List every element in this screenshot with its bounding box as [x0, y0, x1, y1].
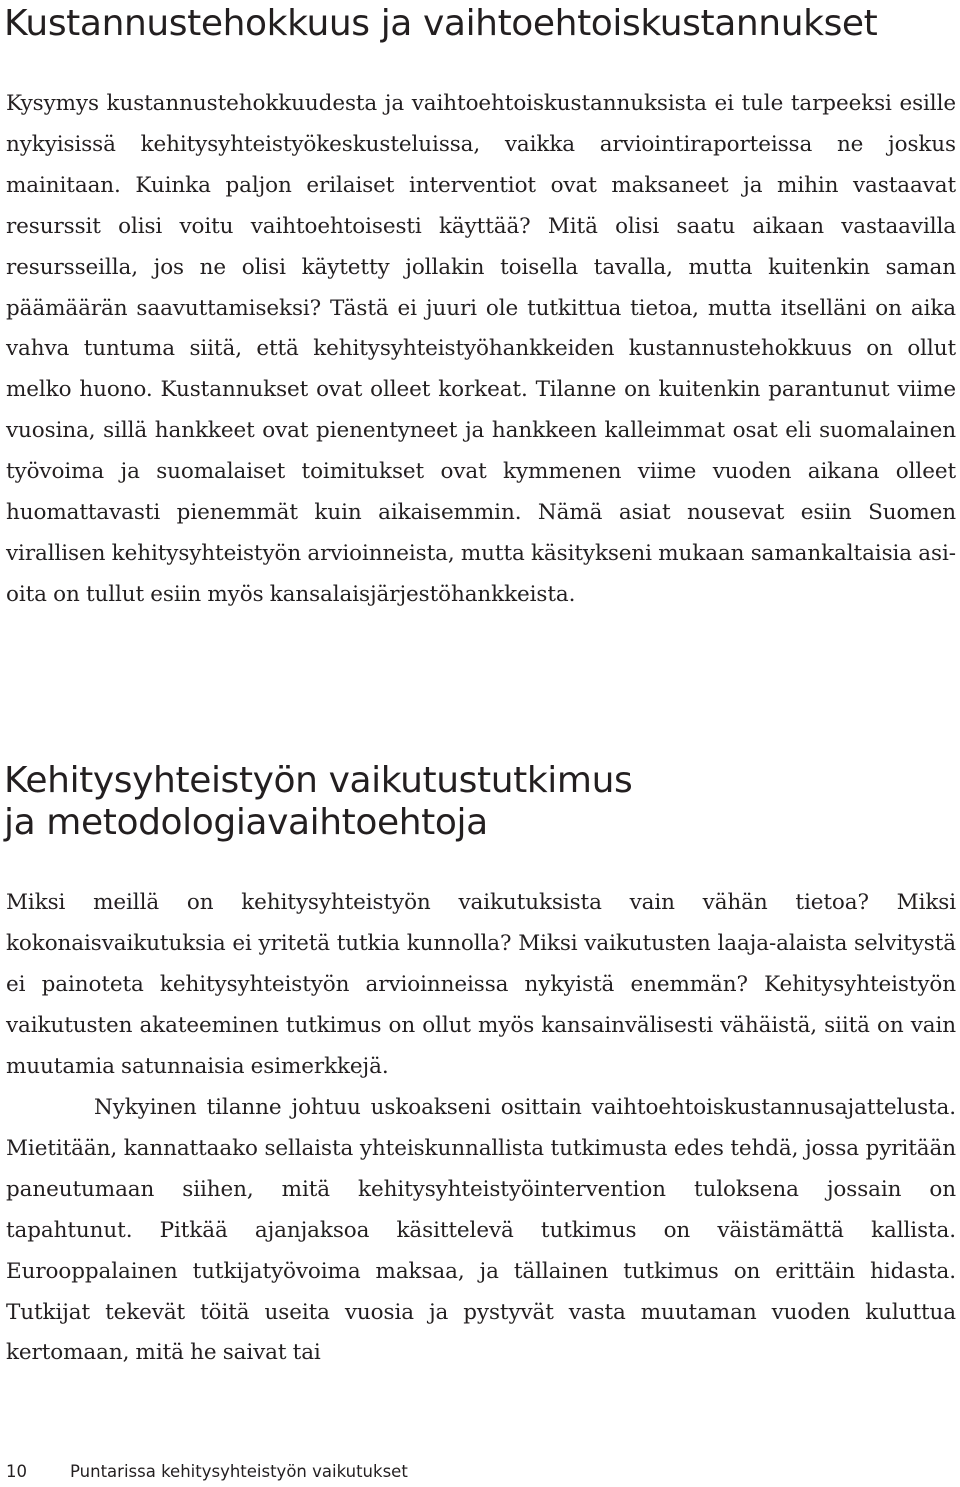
section-title-line-1: Kehitysyhteistyön vaikutustutkimus [4, 760, 633, 801]
body-paragraph-impact-questions: Miksi meillä on kehitysyhteistyön vaikutuksista vain vähän tietoa? Miksi kokonaisvaikutuksia ei yritetä tutkia kunnolla? Miksi vaikutusten laaja-alaista selvitystä ei painoteta kehitysyhteistyön arvioinneissa nykyistä enemmän? Kehitysyhteistyön vaikutusten akateeminen tutkimus on ollut myös kansainvälisesti vähäistä, siitä on vain muutamia satunnaisia esimerkkejä. [6, 890, 956, 1079]
running-title: Puntarissa kehitysyhteistyön vaikutukset [70, 1462, 408, 1481]
page-number: 10 [6, 1462, 27, 1481]
body-paragraph-cost-effectiveness: Kysymys kustannustehokkuudesta ja vaihtoehtoiskustannuksista ei tule tarpeeksi esille nykyisissä kehitysyhteistyökeskusteluissa, vaikka arviointiraporteissa ne joskus mainitaan. Kuinka paljon erilaiset interventiot ovat maksaneet ja mihin vastaavat resurssit olisi voitu vaihtoehtoisesti käyttää? Mitä olisi saatu aikaan vastaavilla resursseilla, jos ne olisi käytetty jollakin toisella tavalla, mutta kuitenkin saman päämäärän saavuttamiseksi? Tästä ei juuri ole tutkittua tietoa, mutta itselläni on aika vahva tuntuma siitä, että kehitysyhteistyöhankkeiden kustannustehokkuus on ollut melko huono. Kustannukset ovat olleet korkeat. Tilanne on kuitenkin parantunut viime vuosina, sillä hankkeet ovat pienentyneet ja hankkeen kalleimmat osat eli suomalainen työvoima ja suomalaiset toimitukset ovat kymmenen viime vuoden aikana olleet huomattavasti pienemmät kuin aikaisemmin. Nämä asiat nousevat esiin Suomen virallisen kehitysyhteistyön arvioinneista, mutta käsitykseni mukaan samankaltaisia asioita on tullut esiin myös kansalaisjärjestöhankkeista. [6, 91, 956, 607]
page-footer [6, 1462, 408, 1482]
section-title-impact-research [4, 760, 632, 844]
body-paragraph-opportunity-cost: Nykyinen tilanne johtuu uskoakseni osittain vaihtoehtoiskustannusajattelusta. Mietitään, kannattaako sellaista yhteiskunnallista tutkimusta edes tehdä, jossa pyritään paneutumaan siihen, mitä kehitysyhteistyöintervention tuloksena jossain on tapahtunut. Pitkää ajanjaksoa käsittelevä tutkimus on väistämättä kallista. Eurooppalainen tutkijatyövoima maksaa, ja tällainen tutkimus on erittäin hidasta. Tutkijat tekevät töitä useita vuosia ja pystyvät vasta muutaman vuoden kuluttua kertomaan, mitä he saivat tai [6, 1095, 956, 1366]
section-title-cost-effectiveness: Kustannustehokkuus ja vaihtoehtoiskustannukset [4, 3, 878, 44]
section-title-line-2: ja metodologiavaihtoehtoja [4, 802, 488, 843]
